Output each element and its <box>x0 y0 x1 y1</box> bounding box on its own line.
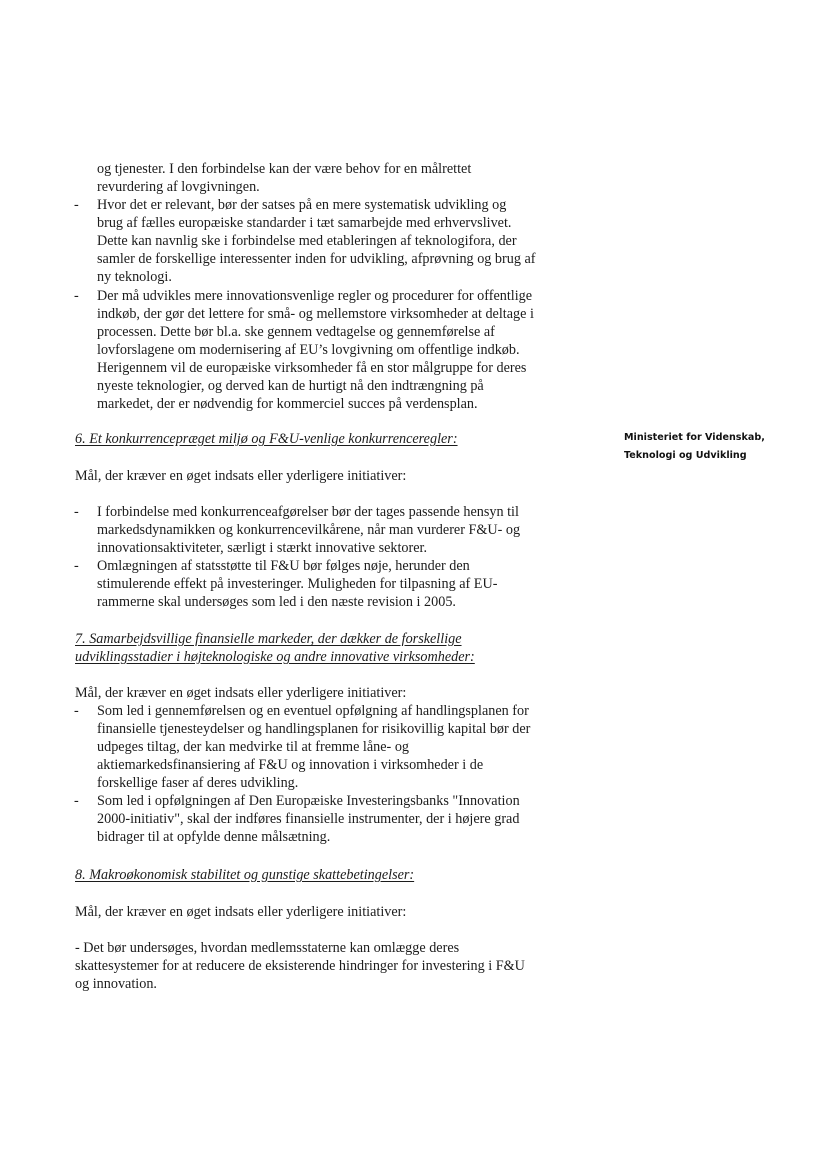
bullet-dash: - <box>74 793 79 809</box>
section-6-heading: 6. Et konkurrencepræget miljø og F&U-venlige konkurrenceregler: <box>75 431 458 447</box>
bullet-dash: - <box>74 558 79 574</box>
bullet-dash: - <box>74 197 79 213</box>
ministry-label-line-2: Teknologi og Udvikling <box>624 450 747 461</box>
section-7-heading-line-2: udviklingsstadier i højteknologiske og andre innovative virksomheder: <box>75 649 475 665</box>
bullet-dash: - <box>74 504 79 520</box>
section-8-goal: Mål, der kræver en øget indsats eller yderligere initiativer: <box>75 904 407 920</box>
section-8-heading: 8. Makroøkonomisk stabilitet og gunstige skattebetingelser: <box>75 867 415 883</box>
bullet-standards: Hvor det er relevant, bør der satses på en mere systematisk udvikling og brug af fælles europæiske standarder i tæt samarbejde med erhvervslivet. Dette kan navnlig ske i forbindelse med etableringen af teknologifora, der samler de forskellige interessenter inden for udvikling, afprøvning og brug af ny teknologi. <box>97 197 536 285</box>
ministry-label <box>624 429 765 465</box>
intro-paragraph: og tjenester. I den forbindelse kan der være behov for en målrettet revurdering af lovgivningen. <box>97 161 472 195</box>
section-7-heading-line-1: 7. Samarbejdsvillige finansielle markeder, der dækker de forskellige <box>75 631 462 647</box>
bullet-eib: Som led i opfølgningen af Den Europæiske Investeringsbanks "Innovation 2000-initiativ", skal der indføres finansielle instrumenter, der i højere grad bidrager til at opfylde denne målsætning. <box>97 793 520 845</box>
bullet-state-aid: Omlægningen af statsstøtte til F&U bør følges nøje, herunder den stimulerende effekt på investeringer. Muligheden for tilpasning af EU- rammerne skal undersøges som led i den næste revision i 2005. <box>97 558 498 610</box>
bullet-dash: - <box>74 288 79 304</box>
ministry-label-line-1: Ministeriet for Videnskab, <box>624 432 765 443</box>
section-7-goal: Mål, der kræver en øget indsats eller yderligere initiativer: <box>75 685 407 701</box>
bullet-procurement: Der må udvikles mere innovationsvenlige regler og procedurer for offentlige indkøb, der gør det lettere for små- og mellemstore virksomheder at deltage i processen. Dette bør bl.a. ske gennem vedtagelse og gennemførelse af lovforslagene om modernisering af EU’s lovgivning om offentlige indkøb. Herigennem vil de europæiske virksomheder få en stor målgruppe for deres nyeste teknologier, og derved kan de hurtigt nå den indtrængning på markedet, der er nødvendig for kommerciel succes på verdensplan. <box>97 288 534 412</box>
bullet-dash: - <box>74 703 79 719</box>
section-6-goal: Mål, der kræver en øget indsats eller yderligere initiativer: <box>75 468 407 484</box>
section-8-body: - Det bør undersøges, hvordan medlemsstaterne kan omlægge deres skattesystemer for at reducere de eksisterende hindringer for investering i F&U og innovation. <box>75 940 525 992</box>
bullet-competition: I forbindelse med konkurrenceafgørelser bør der tages passende hensyn til markedsdynamikken og konkurrencevilkårene, når man vurderer F&U- og innovationsaktiviteter, særligt i stærkt innovative sektorer. <box>97 504 521 556</box>
bullet-financial-services: Som led i gennemførelsen og en eventuel opfølgning af handlingsplanen for finansielle tjenesteydelser og handlingsplanen for risikovillig kapital bør der udpeges tiltag, der kan medvirke til at fremme låne- og aktiemarkedsfinansiering af F&U og innovation i virksomheder i de forskellige faser af deres udvikling. <box>97 703 531 791</box>
